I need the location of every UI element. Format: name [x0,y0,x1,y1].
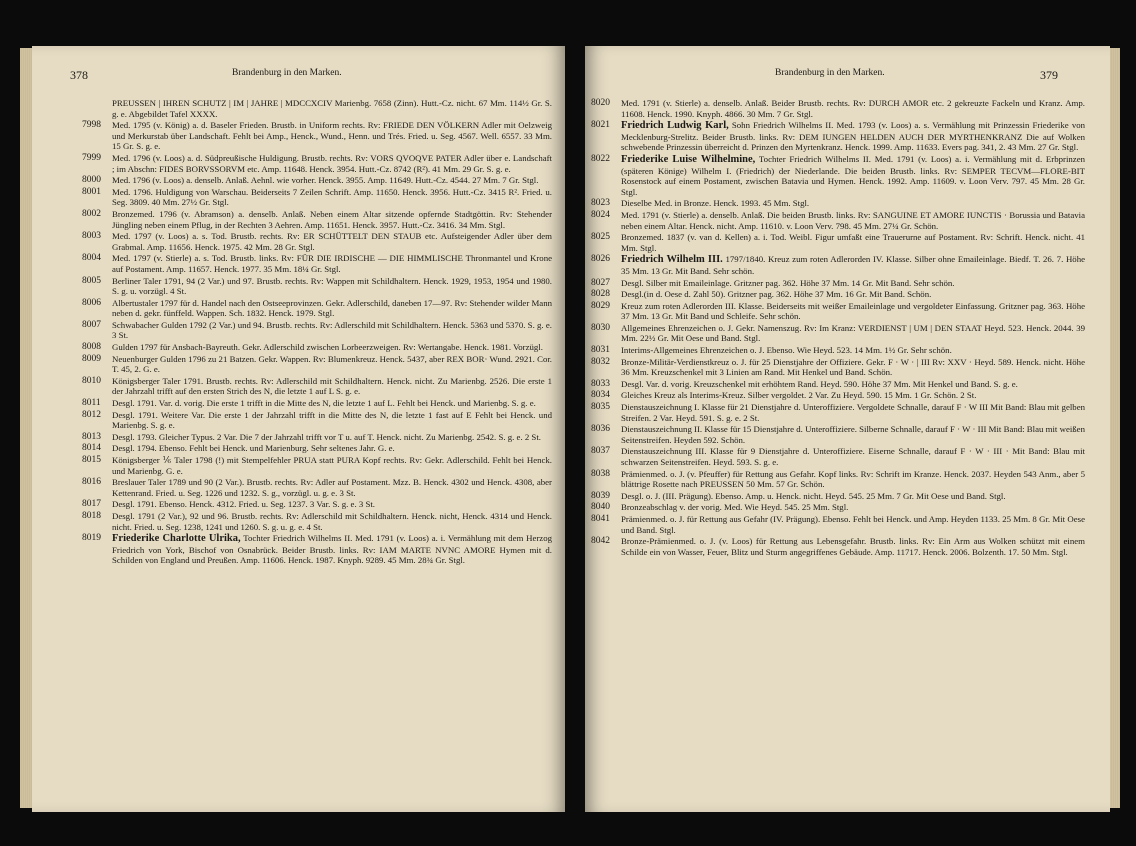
entry-number: 8032 [591,356,610,367]
entry-number: 8012 [82,409,101,420]
entry-number: 8020 [591,98,610,108]
catalog-entry [82,175,552,186]
catalog-entry [82,153,552,174]
catalog-entry [591,277,1085,289]
entry-description: Bronze-Prämienmed. o. J. (v. Loos) für Rettung aus Lebensgefahr. Brustb. links. Rv: Ein Arm aus Wolken schützt mit einem Schilde ein von Wasser, Feuer, Blitz und Sturm angegriffenes Gebäude. Amp. 11717. Henck. 2006. Bolzenth. 17. 50 Mm. Stgl. [621,536,1085,557]
catalog-entry [591,98,1085,119]
entry-description: Interims-Allgemeines Ehrenzeichen o. J. Ebenso. Wie Heyd. 523. 14 Mm. 1½ Gr. Sehr schön. [621,345,952,356]
entry-description: Schwabacher Gulden 1792 (2 Var.) und 94. Brustb. rechts. Rv: Adlerschild mit Schildhaltern. Henck. 5363 und 5370. S. g. e. 3 St. [112,319,552,341]
entry-description: Desgl. 1791. Var. d. vorig. Die erste 1 trifft in die Mitte des N, die letzte 1 auf L. Fehlt bei Henck. und Marienbg. S. g. e. [112,398,536,409]
entry-description: 1797/1840. Kreuz zum roten Adlerorden IV. Klasse. Silber ohne Emaileinlage. Biedf. T. 26. 7. Höhe 35 Mm. 13 Gr. Mit Band. Sehr schön. [621,254,1085,276]
book-gutter [565,40,585,818]
entry-number: 8019 [82,533,101,544]
entry-number: 8029 [591,300,610,311]
entry-number: 8016 [82,477,101,488]
entry-description: Tochter Friedrich Wilhelms II. Med. 1791 (v. Loos) a. i. Vermählung mit dem Herzog Friedrich von York, Bischof von Osnabrück. Beider Brustb. links. Rv: IAM MARTE NVNC AMORE Hymen mit d. Schilden von England und Preußen. Amp. 11606. Henck. 1987. Knyph. 9289. 45 Mm. 28¾ Gr. Stgl. [112,533,552,566]
entry-number: 8042 [591,536,610,547]
entry-number: 8018 [82,510,101,521]
entry-description: Desgl. 1794. Ebenso. Fehlt bei Henck. und Marienburg. Sehr seltenes Jahr. G. e. [112,443,395,454]
entry-number: 8039 [591,490,610,501]
page-number-right: 379 [1040,68,1058,82]
entry-description: Königsberger Taler 1791. Brustb. rechts. Rv: Adlerschild mit Schildhaltern. Henck. nicht. Zu Marienbg. 2526. Die erste 1 der Jahrzahl trifft auf den ersten Strich des N, die letzte 1 auf L S. g. e. [112,375,552,397]
entry-description: Med. 1797 (v. Loos) a. s. Tod. Brustb. rechts. Rv: ER SCHÜTTELT DEN STAUB etc. Aufsteigender Adler über dem Grabmal. Amp. 11656. Henck. 1975. 42 Mm. 28 Gr. Stgl. [112,231,552,252]
entry-description: Bronzeabschlag v. der vorig. Med. Wie Heyd. 545. 25 Mm. Stgl. [621,502,849,513]
catalog-entry [82,253,552,274]
catalog-entry [82,410,552,431]
catalog-entry [591,513,1085,535]
entry-number: 8034 [591,390,610,401]
entry-description: Dieselbe Med. in Bronze. Henck. 1993. 45 Mm. Stgl. [621,198,810,209]
entry-number: 8024 [591,209,610,220]
entry-description: Kreuz zum roten Adlerorden III. Klasse. Beiderseits mit weißer Emaileinlage und vergoldeter Einfassung. Gritzner pag. 363. Höhe 37 Mm. 13 Gr. Mit Band und Schleife. Sehr schön. [621,300,1085,322]
entry-description: Desgl. 1791. Ebenso. Henck. 4312. Fried. u. Seg. 1237. 3 Var. S. g. e. 3 St. [112,499,375,510]
catalog-entry [82,477,552,498]
catalog-entry [591,446,1085,467]
entry-number: 8006 [82,297,101,308]
entry-number: 8040 [591,502,610,513]
entry-number: 8031 [591,345,610,356]
entry-description: Desgl.(in d. Oese d. Zahl 50). Gritzner pag. 362. Höhe 37 Mm. 16 Gr. Mit Band. Schön. [621,289,932,300]
entry-description: Sohn Friedrich Wilhelms II. Med. 1793 (v. Loos) a. s. Vermählung mit Prinzessin Friederike von Mecklenburg-Strelitz. Beider Brustb. links. Rv: DEM IUNGEN HELDEN AUCH DER MYRTHENKRANZ Die auf Wolken schwebende Prinzessin überreicht d. Prinzen den Myrtenkranz. Henck. 1999. Amp. 11633. Evers pag. 341, 2. 43 Mm. 27 Gr. Stgl. [621,120,1086,153]
catalog-entry [82,276,552,297]
entry-person-name: Friederike Charlotte Ulrika, [112,533,241,545]
entry-description: Bronzemed. 1796 (v. Abramson) a. denselb. Anlaß. Neben einem Altar sitzende opfernde Stadtgöttin. Rv: Stehender Jüngling neben einem Pflug, in der Rechten 3 Aehren. Amp. 11651. Henck. 3957. Hutt.-Cz. 3416. 34 Mm. Stgl. [112,208,552,230]
entry-number: 8027 [591,277,610,288]
entry-description: Med. 1795 (v. König) a. d. Baseler Frieden. Brustb. in Uniform rechts. Rv: FRIEDE DEN VÖLKERN Adler mit Oelzweig und Merkurstab über Landschaft. Fehlt bei Amp., Henck., Wund., Henn. und Trés. Fried. u. Seg. 4567. Well. 6557. 33 Mm. 15 Gr. S. g. e. [112,120,552,152]
entry-number: 8003 [82,231,101,242]
entry-number: 8033 [591,378,610,389]
entry-description: Desgl. Var. d. vorig. Kreuzschenkel mit erhöhtem Rand. Heyd. 590. Höhe 37 Mm. Mit Henkel und Band. S. g. e. [621,378,1018,389]
catalog-entry [591,209,1085,231]
catalog-entry [591,120,1086,153]
entry-person-name: Friedrich Wilhelm III. [621,254,723,266]
entry-description: Dienstauszeichnung II. Klasse für 15 Dienstjahre d. Unteroffiziere. Silberne Schnalle, darauf F · W · III Mit Band: Blau mit weißen Seitenstreifen. Heyden 592. Schön. [621,424,1085,445]
catalog-entry [82,231,552,252]
catalog-entry [591,153,1085,197]
catalog-entry [82,120,552,152]
entry-number: 8000 [82,175,101,186]
entry-number: 8010 [82,375,101,386]
catalog-entry [82,499,552,510]
entry-description: Med. 1797 (v. Stierle) a. s. Tod. Brustb. links. Rv: FÜR DIE IRDISCHE — DIE HIMMLISCHE Thronmantel und Krone auf Postament. Amp. 11657. Henck. 1977. 35 Mm. 18¼ Gr. Stgl. [112,253,552,274]
entry-description: Breslauer Taler 1789 und 90 (2 Var.). Brustb. rechts. Rv: Adler auf Postament. Mzz. B. Henck. 4302 und Henck. 4308, aber Kettenrand. Fried. u. Seg. 1226 und 1232. S. g., vorzügl. u. g. e. 3 St. [112,477,552,498]
entry-number: 8015 [82,455,101,465]
entry-description: Med. 1796 (v. Loos) a. denselb. Anlaß. Aehnl. wie vorher. Henck. 3955. Amp. 11649. Hutt.-Cz. 4544. 27 Mm. 7 Gr. Stgl. [112,175,539,186]
entry-number: 8002 [82,208,101,219]
catalog-entry [591,390,1085,401]
entry-description: Med. 1796. Huldigung von Warschau. Beiderseits 7 Zeilen Schrift. Amp. 11650. Henck. 3956. Hutt.-Cz. 3415 R². Fried. u. Seg. 3809. 40 Mm. 27½ Gr. Stgl. [112,186,552,208]
entry-description: Bronzemed. 1837 (v. van d. Kellen) a. i. Tod. Weibl. Figur umfaßt eine Trauerurne auf Postament. Rv: Schrift. Henck. nicht. 41 Mm. Stgl. [621,232,1085,253]
page-number-left: 378 [70,68,88,82]
entry-description: Med. 1791 (v. Stierle) a. denselb. Anlaß. Die beiden Brustb. links. Rv: SANGUINE ET AMORE IUNCTIS · Borussia und Batavia neben einem Altar. Henck. nicht. Amp. 11610. v. Loon Verv. 798. 45 Mm. 27¼ Gr. Schön. [621,209,1085,231]
entry-number: 8005 [82,275,101,286]
entry-number: 8030 [591,322,610,333]
entry-number: 8001 [82,186,101,197]
entry-number: 8035 [591,402,610,413]
catalog-entry [591,490,1085,502]
entry-description: Allgemeines Ehrenzeichen o. J. Gekr. Namenszug. Rv: Im Kranz: VERDIENST | UM | DEN STAAT Heyd. 523. Henck. 2044. 39 Mm. 22½ Gr. Mit Oese und Band. Stgl. [621,322,1085,344]
entry-description: Bronze-Militär-Verdienstkreuz o. J. für 25 Dienstjahre der Offiziere. Gekr. F · W · | III Rv: XXV · Heyd. 589. Henck. nicht. Höhe 36 Mm. Kreuzschenkel mit 3 Linien am Rand. Mit Henkel und Band. Schön. [621,356,1085,378]
catalog-entry [591,424,1085,445]
catalog-entry [82,376,552,397]
catalog-entry [82,432,552,443]
entry-description: Gleiches Kreuz als Interims-Kreuz. Silber vergoldet. 2 Var. Zu Heyd. 590. 15 Mm. 1 Gr. Schön. 2 St. [621,390,977,401]
catalog-entry [82,209,552,230]
catalog-entry [82,298,552,319]
entry-number: 8041 [591,513,610,524]
entry-description: Tochter Friedrich Wilhelms II. Med. 1791 (v. Loos) a. i. Vermählung mit d. Erbprinzen (späteren Könige) Wilhelm I. (Friedrich) der Niederlande. Die beiden Brustb. links. Rv: SEMPER TECVM—FLORE-BIT Rosenstock auf einem Postament, zwischen Batavia und Hymen. Henck. 1992. Amp. 11609. v. Loon Verv. 797. 45 Mm. 28 Gr. Stgl. [621,153,1085,197]
continuation-text: PREUSSEN | IHREN SCHUTZ | IM | JAHRE | MDCCXCIV Marienbg. 7658 (Zinn). Hutt.-Cz. nicht. 67 Mm. 114½ Gr. S. g. e. Abgebildet Tafel XXXX. [112,98,552,119]
catalog-entry [82,533,552,566]
catalog-entry [82,342,552,353]
entry-description: Berliner Taler 1791, 94 (2 Var.) und 97. Brustb. rechts. Rv: Wappen mit Schildhaltern. Henck. 1929, 1953, 1954 und 1980. S. g. u. vorzügl. 4 St. [112,275,552,297]
entry-number: 8004 [82,253,101,264]
entry-person-name: Friederike Luise Wilhelmine, [621,153,756,165]
running-head-right: Brandenburg in den Marken. [775,68,885,78]
entry-number: 8022 [591,153,610,164]
entry-description: Königsberger ⅙ Taler 1798 (!) mit Stempelfehler PRUA statt PURA Kopf rechts. Rv: Gekr. Adlerschild. Fehlt bei Henck. und Marienbg. G. e. [112,455,552,476]
entry-number: 8037 [591,446,610,457]
catalog-entry [591,232,1085,253]
entry-description: Albertustaler 1797 für d. Handel nach den Ostseeprovinzen. Gekr. Adlerschild, daneben 17—97. Rv: Stehender wilder Mann neben d. gekr. fünffeld. Wappen. Sch. 1832. Henck. 1979. Stgl. [112,297,552,319]
entry-number: 8014 [82,443,101,454]
entry-description: Desgl. o. J. (III. Prägung). Ebenso. Amp. u. Henck. nicht. Heyd. 545. 25 Mm. 7 Gr. Mit Oese und Band. Stgl. [621,490,1006,501]
catalog-entry [82,354,552,375]
catalog-entry [591,356,1085,378]
left-page [32,46,565,812]
entry-number: 8021 [591,120,610,131]
catalog-entry [82,320,552,341]
catalog-entry [82,187,552,208]
entry-number: 8007 [82,319,101,330]
entry-number: 8028 [591,289,610,300]
entry-description: Desgl. 1791. Weitere Var. Die erste 1 der Jahrzahl trifft in die Mitte des N, die letzte 1 fast auf E Fehlt bei Henck. und Marienbg. S. g. e. [112,409,552,431]
catalog-entry [591,378,1085,390]
catalog-entry [82,511,552,532]
entry-description: Desgl. 1793. Gleicher Typus. 2 Var. Die 7 der Jahrzahl trifft vor T u. auf T. Henck. nicht. Zu Marienbg. 2542. S. g. e. 2 St. [112,431,541,442]
catalog-entry [82,443,552,454]
entry-description: Med. 1796 (v. Loos) a. d. Südpreußische Huldigung. Brustb. rechts. Rv: VORS QVOQVE PATER Adler über e. Landschaft ; im Abschn: FIDES BORVSSORVM etc. Amp. 11648. Henck. 3954. Hutt.-Cz. 8742 (R²). 41 Mm. 29 Gr. S. g. e. [112,152,552,174]
catalog-entry [591,536,1085,557]
catalog-entry [591,402,1085,423]
entry-description: Neuenburger Gulden 1796 zu 21 Batzen. Gekr. Wappen. Rv: Blumenkreuz. Henck. 5437, aber REX BOR· Wund. 2921. Cor. T. 45, 2. G. e. [112,353,552,375]
entry-number: 8025 [591,232,610,243]
entry-number: 8013 [82,431,101,442]
entry-number: 7998 [82,120,101,131]
catalog-entry [82,455,552,476]
right-page [585,46,1110,812]
open-book [20,40,1120,818]
entry-description: Prämienmed. o. J. (v. Pfeuffer) für Rettung aus Gefahr. Kopf links. Rv: Schrift im Kranze. Henck. 2037. Heyden 543 Anm., aber 5 blättrige Rosette nach PREUSSEN 50 Mm. 57 Gr. Schön. [621,468,1085,490]
entry-number: 8008 [82,342,101,353]
entry-description: Med. 1791 (v. Stierle) a. denselb. Anlaß. Beider Brustb. rechts. Rv: DURCH AMOR etc. 2 gekreuzte Fackeln und Kranz. Amp. 11608. Henck. 1990. Knyph. 4866. 30 Mm. 7 Gr. Stgl. [621,98,1085,119]
catalog-entry [591,254,1085,276]
catalog-entry [82,398,552,409]
catalog-entry [591,468,1085,490]
catalog-entry [591,289,1085,300]
catalog-entry [591,300,1085,322]
catalog-entry [591,198,1085,209]
entry-number: 8026 [591,254,610,265]
right-entry-list [591,98,1086,558]
entry-description: Dienstauszeichnung I. Klasse für 21 Dienstjahre d. Unteroffiziere. Vergoldete Schnalle, darauf F · W III Mit Band: Blau mit gelben Streifen. 2 Var. Heyd. 591. S. g. e. 2 St. [621,402,1085,423]
entry-number: 8017 [82,499,101,510]
entry-description: Prämienmed. o. J. für Rettung aus Gefahr (IV. Prägung). Ebenso. Fehlt bei Henck. und Amp. Heyden 1133. 25 Mm. 8 Gr. Mit Oese und Band. Stgl. [621,513,1085,535]
entry-number: 8038 [591,468,610,479]
running-head-left: Brandenburg in den Marken. [232,68,342,78]
entry-number: 8036 [591,424,610,435]
entry-description: Dienstauszeichnung III. Klasse für 9 Dienstjahre d. Unteroffiziere. Eiserne Schnalle, darauf F · W · III · Mit Band: Blau mit schwarzen Seitenstreifen. Heyd. 593. S. g. e. [621,446,1085,467]
entry-number: 8011 [82,398,101,409]
catalog-entry [591,345,1085,356]
entry-description: Desgl. Silber mit Emaileinlage. Gritzner pag. 362. Höhe 37 Mm. 14 Gr. Mit Band. Sehr schön. [621,277,955,288]
entry-number: 7999 [82,152,101,163]
catalog-entry [591,502,1085,513]
entry-description: Gulden 1797 für Ansbach-Bayreuth. Gekr. Adlerschild zwischen Lorbeerzweigen. Rv: Wertangabe. Henck. 1981. Vorzügl. [112,342,543,353]
entry-number: 8009 [82,353,101,364]
entry-number: 8023 [591,198,610,209]
entry-description: Desgl. 1791 (2 Var.), 92 und 96. Brustb. rechts. Rv: Adlerschild mit Schildhaltern. Henck. nicht, Henck. 4314 und Henck. nicht. Fried. u. Seg. 1238, 1241 und 1260. S. g. u. g. e. 4 St. [112,510,552,532]
catalog-entry [591,322,1085,344]
left-entry-list [82,98,552,567]
entry-person-name: Friedrich Ludwig Karl, [621,120,729,132]
